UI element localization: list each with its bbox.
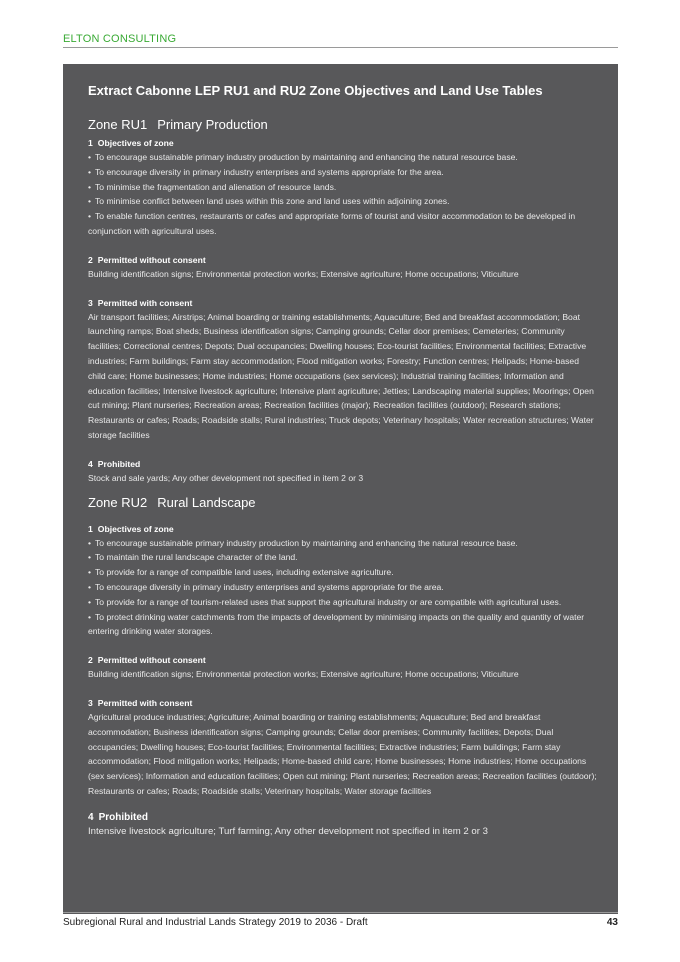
objective-item: • To protect drinking water catchments from the impacts of development by minimising impacts on the quality and quantity of water entering drinking water storages. bbox=[88, 611, 585, 637]
objective-text: To minimise the fragmentation and alienation of resource lands. bbox=[95, 181, 337, 192]
objective-item: • To encourage diversity in primary industry enterprises and systems appropriate for the area. bbox=[88, 166, 444, 177]
zone-code: Zone RU2 bbox=[88, 494, 148, 510]
zone-heading-ru2 bbox=[88, 494, 598, 511]
section-heading-permitted-without bbox=[88, 653, 598, 667]
objective-text: To maintain the rural landscape character of the land. bbox=[95, 552, 298, 563]
section-title: Objectives of zone bbox=[97, 523, 174, 534]
objective-item: • To enable function centres, restaurants or cafes and appropriate forms of tourist and visitor accommodation to be developed in conjunction with agricultural uses. bbox=[88, 211, 576, 236]
section-number: 3 bbox=[88, 697, 93, 708]
footer-title: Subregional Rural and Industrial Lands Strategy 2019 to 2036 - Draft bbox=[63, 917, 368, 928]
section-heading-permitted-without bbox=[88, 253, 598, 267]
section-title: Prohibited bbox=[97, 458, 141, 469]
section-title: Prohibited bbox=[98, 811, 149, 823]
objective-item: • To maintain the rural landscape character of the land. bbox=[88, 552, 298, 563]
prohibited-text: Stock and sale yards; Any other development not specified in item 2 or 3 bbox=[88, 472, 364, 483]
panel-content bbox=[88, 82, 598, 839]
section-title: Permitted with consent bbox=[97, 697, 193, 708]
section-heading-permitted-with bbox=[88, 296, 598, 310]
section-heading-objectives bbox=[88, 136, 598, 150]
section-title: Objectives of zone bbox=[97, 138, 174, 148]
permitted-without-text: Building identification signs; Environmental protection works; Extensive agriculture; Home occupations; Viticulture bbox=[88, 268, 519, 279]
objective-item: • To encourage sustainable primary industry production by maintaining and enhancing the natural resource base. bbox=[88, 152, 518, 162]
page-footer bbox=[63, 912, 618, 935]
objective-item: • To provide for a range of tourism-related uses that support the agricultural industry or are compatible with agricultural uses. bbox=[88, 596, 562, 607]
objective-text: To minimise conflict between land uses within this zone and land uses within adjoining zones. bbox=[95, 196, 450, 207]
section-heading-prohibited bbox=[88, 811, 598, 825]
objective-item: • To provide for a range of compatible land uses, including extensive agriculture. bbox=[88, 567, 394, 578]
objective-item: • To encourage diversity in primary industry enterprises and systems appropriate for the area. bbox=[88, 581, 444, 592]
section-heading-prohibited bbox=[88, 457, 598, 471]
permitted-with-text: Air transport facilities; Airstrips; Animal boarding or training establishments; Aquaculture; Bed and breakfast accommodation; Boat launching ramps; Boat sheds; Business identification signs; Camping grounds; Cellar door premises; Cemeteries; Community facilities; Correctional centres; Depots; Dual occupancies; Dwelling houses; Eco-tourist facilities; Environmental facilities; Extractive industries; Farm buildings; Farm stay accommodation; Flood mitigation works; Forestry; Function centres; Helipads; Home-based child care; Home businesses; Home industries; Home occupations (sex services); Industrial training facilities; Information and education facilities; Intensive livestock agriculture; Intensive plant agriculture; Jetties; Landscaping material supplies; Moorings; Open cut mining; Plant nurseries; Recreation areas; Recreation facilities (major); Recreation facilities (outdoor); Research stations; Restaurants or cafes; Roads; Roadside stalls; Rural industries; Truck depots; Veterinary hospitals; Water recreation structures; Water storage facilities bbox=[88, 311, 594, 440]
objective-text: To protect drinking water catchments from the impacts of development by minimising impacts on the quality and quantity of water entering drinking water storages. bbox=[88, 611, 585, 637]
objective-text: To encourage diversity in primary industry enterprises and systems appropriate for the area. bbox=[95, 581, 444, 592]
section-number: 3 bbox=[88, 297, 93, 308]
extract-panel bbox=[63, 64, 618, 914]
objective-item: • To encourage sustainable primary industry production by maintaining and enhancing the natural resource base. bbox=[88, 537, 518, 548]
section-number: 1 bbox=[88, 523, 93, 534]
section-number: 1 bbox=[88, 138, 93, 148]
permitted-without-text: Building identification signs; Environmental protection works; Extensive agriculture; Home occupations; Viticulture bbox=[88, 669, 519, 680]
brand-name: ELTON CONSULTING bbox=[63, 33, 177, 45]
objective-item: • To minimise the fragmentation and alienation of resource lands. bbox=[88, 181, 337, 192]
panel-title: Extract Cabonne LEP RU1 and RU2 Zone Objectives and Land Use Tables bbox=[88, 83, 543, 98]
objective-text: To encourage sustainable primary industry production by maintaining and enhancing the natural resource base. bbox=[95, 537, 518, 548]
section-title: Permitted without consent bbox=[97, 655, 206, 666]
prohibited-text: Intensive livestock agriculture; Turf farming; Any other development not specified in item 2 or 3 bbox=[88, 825, 488, 837]
zone-name: Primary Production bbox=[157, 117, 268, 132]
section-heading-permitted-with bbox=[88, 696, 598, 710]
page-number: 43 bbox=[606, 917, 618, 928]
objective-text: To encourage diversity in primary industry enterprises and systems appropriate for the area. bbox=[95, 166, 444, 177]
section-number: 2 bbox=[88, 254, 93, 265]
section-title: Permitted without consent bbox=[97, 254, 206, 265]
objective-text: To provide for a range of compatible land uses, including extensive agriculture. bbox=[95, 567, 394, 578]
section-number: 2 bbox=[88, 655, 93, 666]
objective-item: • To minimise conflict between land uses within this zone and land uses within adjoining zones. bbox=[88, 196, 450, 207]
objective-text: To provide for a range of tourism-related uses that support the agricultural industry or are compatible with agricultural uses. bbox=[95, 596, 562, 607]
zone-name: Rural Landscape bbox=[157, 494, 256, 510]
objective-text: To enable function centres, restaurants or cafes and appropriate forms of tourist and visitor accommodation to be developed in conjunction with agricultural uses. bbox=[88, 211, 576, 236]
section-number: 4 bbox=[88, 458, 93, 469]
section-title: Permitted with consent bbox=[97, 297, 193, 308]
zone-code: Zone RU1 bbox=[88, 117, 148, 132]
objective-text: To encourage sustainable primary industry production by maintaining and enhancing the natural resource base. bbox=[95, 152, 518, 162]
section-number: 4 bbox=[88, 811, 94, 823]
page-header bbox=[63, 33, 618, 48]
permitted-with-text: Agricultural produce industries; Agriculture; Animal boarding or training establishments; Aquaculture; Bed and breakfast accommodation; Business identification signs; Camping grounds; Cellar door premises; Community facilities; Depots; Dual occupancies; Dwelling houses; Eco-tourist facilities; Environmental facilities; Extractive industries; Farm buildings; Farm stay accommodation; Flood mitigation works; Helipads; Home-based child care; Home businesses; Home industries; Home occupations (sex services); Information and education facilities; Open cut mining; Plant nurseries; Recreation areas; Recreation facilities (outdoor); Restaurants or cafes; Roads; Roadside stalls; Veterinary hospitals; Water storage facilities bbox=[88, 711, 597, 796]
zone-heading-ru1 bbox=[88, 116, 598, 133]
section-heading-objectives bbox=[88, 522, 598, 536]
